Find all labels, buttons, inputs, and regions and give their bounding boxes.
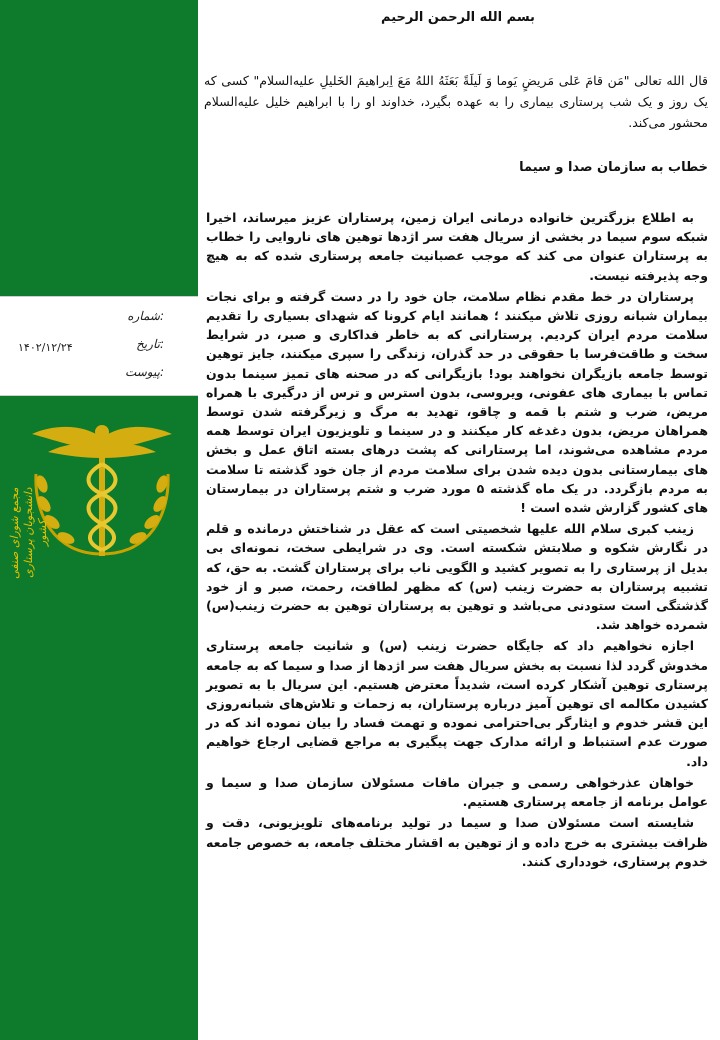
number-label: شماره: bbox=[127, 309, 164, 323]
bismillah: بسم الله الرحمن الرحیم bbox=[381, 10, 535, 25]
paragraph: اجازه نخواهیم داد که جایگاه حضرت زینب (س) و شانیت جامعه پرستاری مخدوش گردد لذا نسبت به بخش سریال هفت سر اژدها از صدا و سیما که به جامعه پرستاری توهین آشکار کرده است، شدیداً معترض هستیم. این سریال با به تصویر کشیدن مکالمه ای توهین آمیز درباره پرستاران، به زحمات و تلاش‌های شبانه‌روزی این قشر خدوم و ایثارگر بی‌احترامی نموده و تهمت فساد را بیان نموده اند که در صورت عدم استنباط و ارائه مدارک جهت پیگیری به مراجع قضایی ارجاع خواهیم داد. bbox=[206, 638, 708, 769]
letter-meta-box bbox=[0, 296, 198, 396]
paragraph: خواهان عذرخواهی رسمی و جبران مافات مسئولان سازمان صدا و سیما و عوامل برنامه از جامعه پرستاری هستیم. bbox=[206, 774, 708, 810]
date-value: ۱۴۰۲/۱۲/۲۴ bbox=[18, 341, 73, 354]
attachment-label: پیوست: bbox=[124, 365, 164, 379]
letter-paragraphs bbox=[206, 208, 708, 873]
paragraph: زینب کبری سلام الله علیها شخصیتی است که عقل در شناختش درمانده و قلم در نگارش شکوه و صلابتش شکسته است. وی در شرایطی سخت، نمونه‌ای بی بدیل از پرستاری را به تصویر کشید و الگویی ناب برای پرستاران گشت. به حق، که تشبیه پرستاران به حضرت زینب (س) که مظهر لطافت، رحمت، صبر و از خود گذشتگی است ستودنی می‌باشد و توهین به پرستاران توهین به حضرت زینب(س) شمرده خواهد شد. bbox=[206, 521, 708, 633]
paragraph: به اطلاع بزرگترین خانواده درمانی ایران زمین، پرستاران عزیز میرساند، اخیرا شبکه سوم سیما در بخشی از سریال هفت سر اژدها توهین های ناروایی را خطاب به پرستاران عنوان می کند که موجب عصبانیت جامعه پرستاری شده که به هیچ وجه پذیرفته نیست. bbox=[206, 210, 708, 283]
letter-body bbox=[204, 0, 712, 1040]
quote-paragraph: قال الله تعالی "مَن قامَ عَلی مَریضٍ یَوما وَ لَیلَةً بَعَثَهُ اللهُ مَعَ اِبراهیمَ الخَلیلِ علیه‌السلام" کسی که یک روز و یک شب پرستاری بیماری را به عهده بگیرد، خداوند او را با ابراهیم خلیل علیه‌السلام محشور می‌کند. bbox=[204, 73, 708, 130]
letter-heading: خطاب به سازمان صدا و سیما bbox=[519, 160, 708, 175]
date-label: تاریخ: bbox=[136, 337, 164, 351]
paragraph: پرستاران در خط مقدم نظام سلامت، جان خود را در دست گرفته و برای نجات بیماران شبانه روزی تلاش میکنند ؛ همانند ایام کرونا که شهدای بسیاری را تقدیم سلامت مردم ایران کردیم. پرستارانی که به خاطر فداکاری و صبر، در شرایط سخت و طاقت‌فرسا با حقوقی در حد گذران، زندگی را سپری میکنند، جایز توهین توسط جامعه بازیگران نخواهند بود! بازیگرانی که در صحنه های تمیز سینما بدون تماس با بیماری های عفونی، ویروسی، بدون استرس و ترس از درگیری با همراه مریض، ضرب و شتم با قمه و چاقو، تهدید به مرگ و زیرگرفته شدن توسط همراهان مریض، بدون دغدغه کار میکنند و در سینما و تلویزیون ایران توسط همه مردم مشاهده می‌شوند، اما پرستارانی که پشت درهای بسته اتاق عمل و بخش های بیمارستانی بدون دیده شدن برای سلامت مردم از جان خود گذشته تا سلامت به مردم بازگردد. در یک ماه گذشته ۵ مورد ضرب و شتم پرستاران در بیمارستان های کشور گزارش شده است ! bbox=[206, 288, 708, 516]
org-name-vertical: مجمع شورای صنفی دانشجویان پرستاری کشور bbox=[8, 487, 49, 579]
paragraph: شایسته است مسئولان صدا و سیما در تولید برنامه‌های تلویزیونی، دقت و ظرافت بیشتری به خرج داده و از توهین به اقشار مختلف جامعه، به خصوص جامعه خدوم پرستاری، خودداری کنند. bbox=[206, 815, 708, 869]
